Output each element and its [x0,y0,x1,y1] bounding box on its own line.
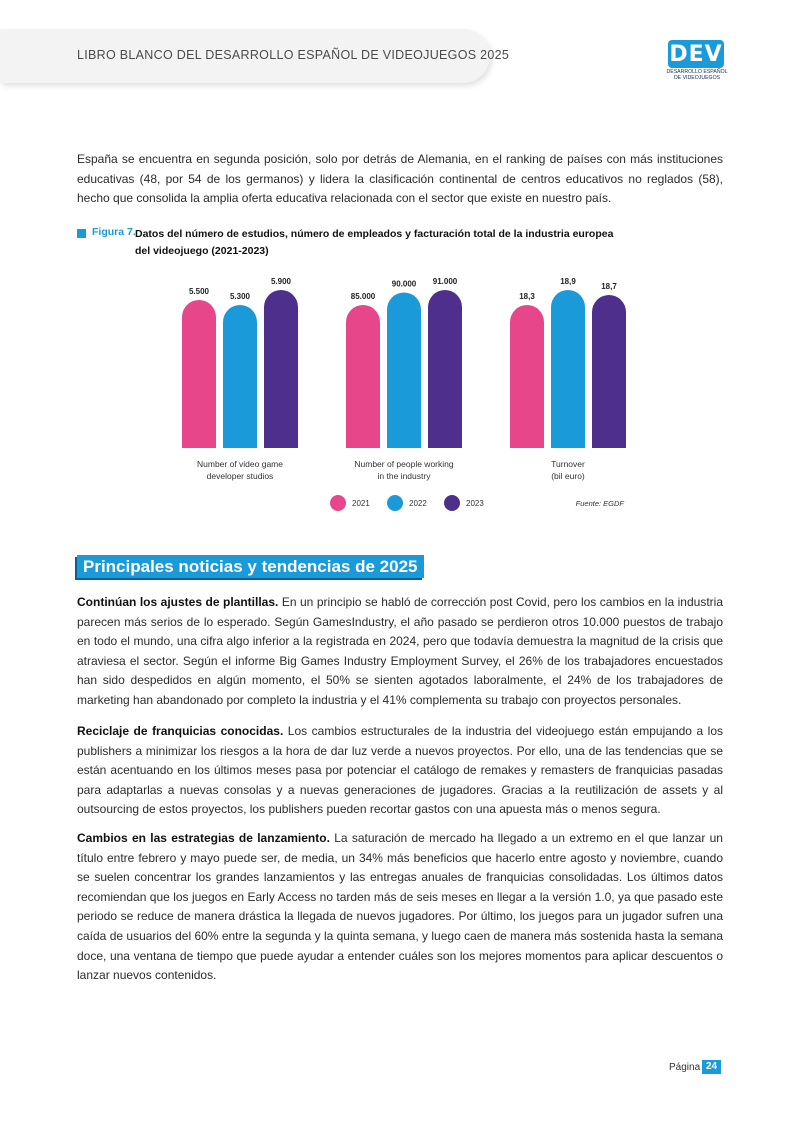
bar-value-label: 18,9 [560,277,576,286]
figure-source: Fuente: EGDF [575,499,624,508]
page-label: Página [669,1062,701,1073]
chart-bar [346,305,380,448]
paragraph-lead: Continúan los ajustes de plantillas. [77,595,279,609]
bar-value-label: 18,7 [601,282,617,291]
legend-label: 2023 [466,499,484,508]
intro-paragraph: España se encuentra en segunda posición, solo por detrás de Alemania, en el ranking de países con más instituciones educativas (48, por 54 de los germanos) y lidera la clasificación continental de centros educativos no reglados (58), hecho que consolida la amplia oferta educativa relacionada con el sector que existe en nuestro país. [77,152,723,206]
chart-bar [387,293,421,449]
bar-value-label: 5.500 [188,287,210,296]
section-title: Principales noticias y tendencias de 2025 [77,555,424,578]
legend-label: 2022 [409,499,427,508]
chart-bar [264,290,298,448]
category-label: Number of people working [354,459,454,469]
logo-line1: DESARROLLO ESPAÑOL [666,69,728,75]
paragraph-lead: Reciclaje de franquicias conocidas. [77,724,284,738]
legend-label: 2021 [352,499,370,508]
chart-bar [551,290,585,448]
category-label: (bil euro) [551,471,585,481]
paragraph-franquicias [77,722,723,820]
legend-swatch [444,495,460,511]
legend-swatch [330,495,346,511]
chart-bar [510,305,544,448]
logo-mark: DEV [669,41,723,67]
bar-value-label: 18,3 [519,292,535,301]
paragraph-text: Los cambios estructurales de la industria del videojuego están empujando a los publishers a minimizar los riesgos a la hora de dar luz verde a nuevos proyectos. Por ello, una de las tendencias que se están acentuando en los últimos meses pasa por potenciar el catálogo de remakes y remasters de franquicias pasadas para adaptarlas a nuevas consolas y a nuevas generaciones de jugadores. Gracias a la reutilización de assets y al outsourcing de estos proyectos, los publishers pueden recortar gastos con una apuesta más o menos segura. [77,724,723,817]
paragraph-text: En un principio se habló de corrección post Covid, pero los cambios en la industria parecen más serios de lo esperado. Según GamesIndustry, el año pasado se perdieron otros 10.000 puestos de trabajo en todo el mundo, una cifra algo inferior a la registrada en 2024, pero que todavía demuestra la magnitud de la crisis que atraviesa el sector. Según el informe Big Games Industry Employment Survey, el 26% de los trabajadores encuestados han sido despedidos en algún momento, el 50% se sienten agotados laboralmente, el 24% de los trabajadores de marketing han abandonado por completo la industria y el 41% complementa su trabajo con proyectos personales. [77,595,723,707]
paragraph-plantillas [77,593,723,711]
bar-value-label: 91.000 [432,277,458,286]
header-title: LIBRO BLANCO DEL DESARROLLO ESPAÑOL DE VIDEOJUEGOS 2025 [77,48,510,62]
page-number: 24 [702,1060,721,1074]
chart-bar [428,290,462,448]
figure-label: Figura 7. [92,226,136,238]
chart-bar [223,305,257,448]
bar-value-label: 5.900 [270,277,292,286]
category-label: in the industry [377,471,431,481]
paragraph-text: La saturación de mercado ha llegado a un extremo en el que lanzar un título entre febrero y mayo puede ser, de media, un 34% más beneficios que hacerlo entre agosto y noviembre, cuando se suelen concentrar los grandes lanzamientos y las entregas anuales de franquicias consolidadas. Los últimos datos recomiendan que los juegos en Early Access no tarden más de seis meses en llegar a la versión 1.0, ya que pasado este periodo se reduce de manera drástica la llegada de nuevos jugadores. Por último, los juegos para un jugador sufren una caída de usuarios del 60% entre la segunda y la quinta semana, y luego caen de manera más sostenida hasta la semana doce, una ventana de tiempo que puede ayudar a entender cuáles son los mejores momentos para aplicar descuentos o lanzar nuevos contenidos. [77,831,723,983]
logo-line2: DE VIDEOJUEGOS [673,75,721,81]
category-label: developer studios [206,471,274,481]
category-label: Turnover [551,459,585,469]
paragraph-lead: Cambios en las estrategias de lanzamiento. [77,831,330,845]
bar-value-label: 5.300 [229,292,251,301]
bar-chart [0,0,800,530]
bar-value-label: 90.000 [391,279,417,289]
chart-bar [182,300,216,448]
figure-caption: Datos del número de estudios, número de empleados y facturación total de la industria europea del videojuego (2021-2023) [135,228,614,257]
paragraph-lanzamiento [77,829,723,986]
legend-swatch [387,495,403,511]
chart-bar [592,295,626,448]
bar-value-label: 85.000 [350,292,376,301]
category-label: Number of video game [197,459,283,469]
